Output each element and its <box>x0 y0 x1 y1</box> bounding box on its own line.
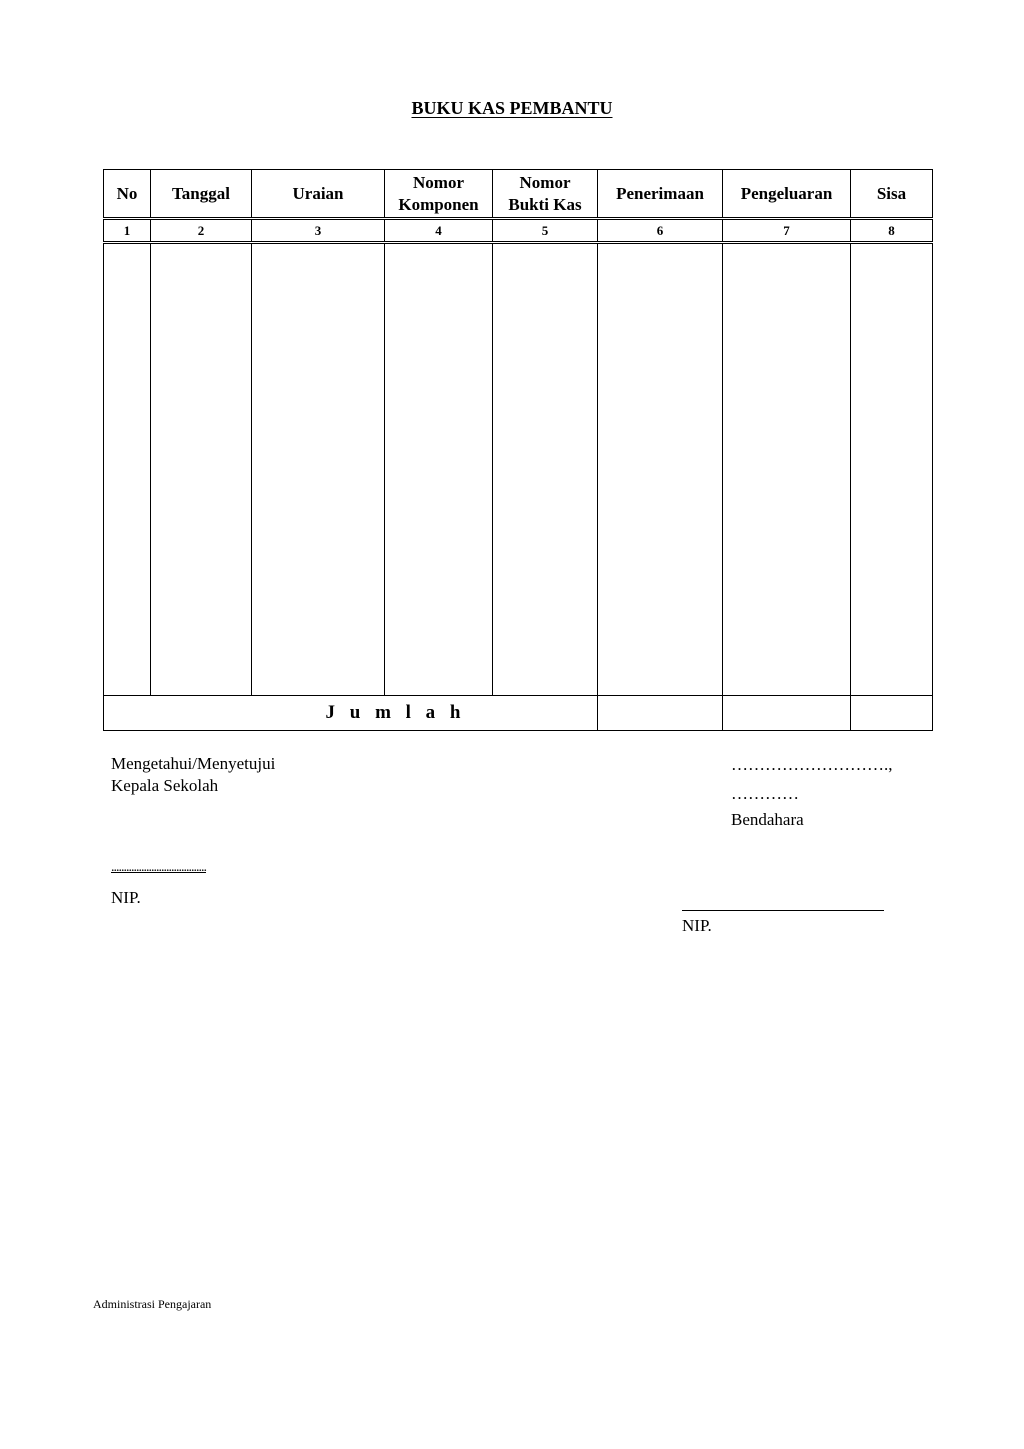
page-footer: Administrasi Pengajaran <box>93 1297 212 1311</box>
treasurer-title: Bendahara <box>731 810 804 829</box>
header-nomor-bukti-kas: Nomor Bukti Kas <box>493 170 598 219</box>
column-number: 4 <box>385 219 493 242</box>
column-number: 2 <box>151 219 252 242</box>
total-row <box>104 695 933 730</box>
column-number: 8 <box>851 219 933 242</box>
total-sisa-cell[interactable] <box>851 695 933 730</box>
date-dots-line: ………… <box>731 784 799 803</box>
principal-name-line: ...................................... <box>111 860 206 875</box>
column-number: 6 <box>598 219 723 242</box>
entry-cell-uraian[interactable] <box>252 242 385 695</box>
approval-label: Mengetahui/Menyetujui <box>111 754 276 773</box>
table-header-row <box>104 170 933 219</box>
entry-cell-no[interactable] <box>104 242 151 695</box>
header-tanggal: Tanggal <box>151 170 252 219</box>
total-pengeluaran-cell[interactable] <box>723 695 851 730</box>
document-title <box>0 98 1024 119</box>
entry-cell-penerimaan[interactable] <box>598 242 723 695</box>
principal-signature-block <box>111 753 275 797</box>
entry-cell-sisa[interactable] <box>851 242 933 695</box>
place-date-line: ………………………., <box>731 755 893 774</box>
principal-nip-label: NIP. <box>111 888 141 907</box>
column-number: 5 <box>493 219 598 242</box>
header-no: No <box>104 170 151 219</box>
header-uraian: Uraian <box>252 170 385 219</box>
column-number: 3 <box>252 219 385 242</box>
treasurer-nip-label: NIP. <box>682 916 712 935</box>
document-title-text: BUKU KAS PEMBANTU <box>411 98 613 118</box>
column-number: 7 <box>723 219 851 242</box>
treasurer-signature-line <box>682 910 884 911</box>
total-label: J u m l a h <box>104 695 598 730</box>
entry-cell-nomor-komponen[interactable] <box>385 242 493 695</box>
total-penerimaan-cell[interactable] <box>598 695 723 730</box>
header-nomor-komponen: Nomor Komponen <box>385 170 493 219</box>
column-number-row <box>104 219 933 242</box>
header-penerimaan: Penerimaan <box>598 170 723 219</box>
entry-cell-nomor-bukti-kas[interactable] <box>493 242 598 695</box>
entry-cell-tanggal[interactable] <box>151 242 252 695</box>
entry-cell-pengeluaran[interactable] <box>723 242 851 695</box>
header-pengeluaran: Pengeluaran <box>723 170 851 219</box>
principal-title: Kepala Sekolah <box>111 776 219 795</box>
header-sisa: Sisa <box>851 170 933 219</box>
column-number: 1 <box>104 219 151 242</box>
ledger-table <box>103 169 933 731</box>
entry-area-row <box>104 242 933 695</box>
